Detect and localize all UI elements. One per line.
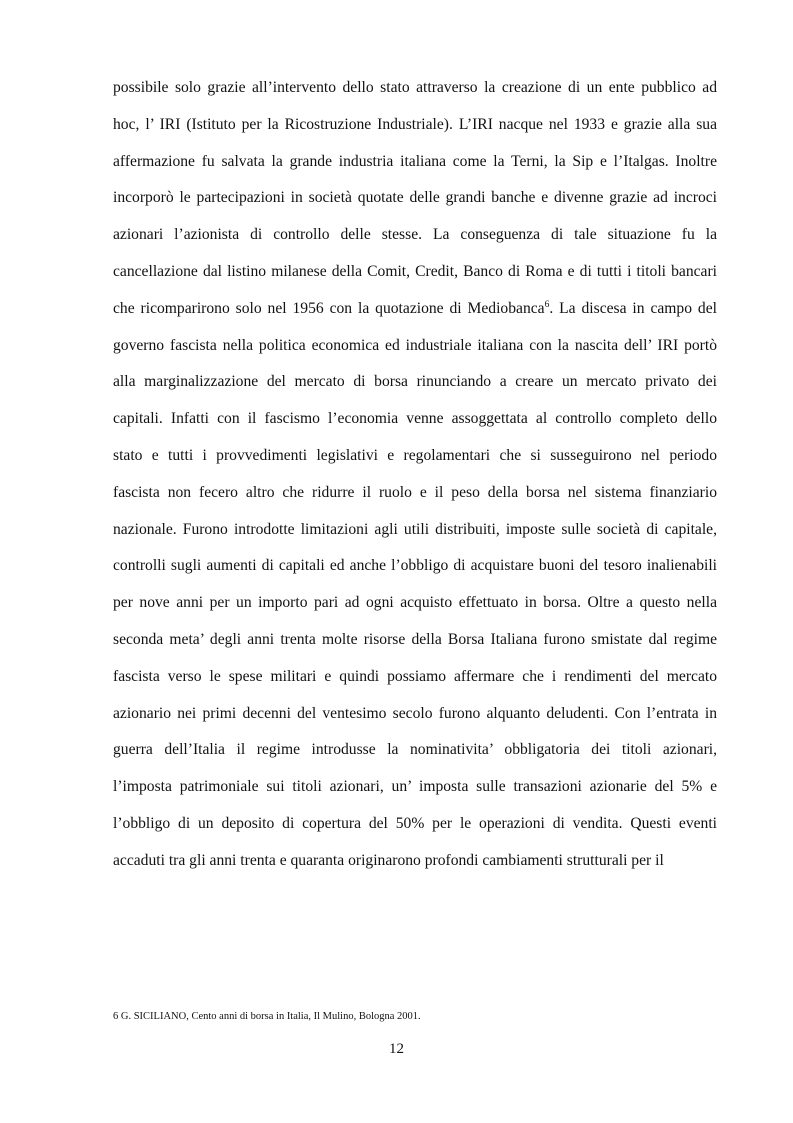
body-paragraph bbox=[113, 70, 717, 880]
text-segment: che ricomparirono solo nel 1956 con la quotazione di Mediobanca bbox=[113, 299, 545, 317]
text-line: azionari l’azionista di controllo delle stesse. La conseguenza di tale situazione fu la bbox=[113, 226, 717, 244]
page-number: 12 bbox=[389, 1041, 404, 1057]
text-line: capitali. Infatti con il fascismo l’economia venne assoggettata al controllo completo dello bbox=[113, 410, 717, 428]
text-line: cancellazione dal listino milanese della Comit, Credit, Banco di Roma e di tutti i titoli bancari bbox=[113, 262, 717, 280]
text-line: seconda meta’ degli anni trenta molte risorse della Borsa Italiana furono smistate dal regime bbox=[113, 630, 717, 648]
text-line: stato e tutti i provvedimenti legislativi e regolamentari che si susseguirono nel periodo bbox=[113, 446, 717, 464]
text-line: l’obbligo di un deposito di copertura del 50% per le operazioni di vendita. Questi eventi bbox=[113, 814, 717, 832]
text-line: guerra dell’Italia il regime introdusse la nominativita’ obbligatoria dei titoli azionari, bbox=[113, 741, 717, 759]
text-line: per nove anni per un importo pari ad ogni acquisto effettuato in borsa. Oltre a questo nella bbox=[113, 594, 717, 612]
text-line-last: accaduti tra gli anni trenta e quaranta originarono profondi cambiamenti strutturali per il bbox=[113, 851, 664, 869]
text-line: incorporò le partecipazioni in società quotate delle grandi banche e divenne grazie ad incroci bbox=[113, 189, 717, 207]
text-line: possibile solo grazie all’intervento dello stato attraverso la creazione di un ente pubblico ad bbox=[113, 79, 717, 96]
footnote: 6 G. SICILIANO, Cento anni di borsa in Italia, Il Mulino, Bologna 2001. bbox=[113, 1011, 421, 1022]
text-line: controlli sugli aumenti di capitali ed anche l’obbligo di acquistare buoni del tesoro inalienabili bbox=[113, 557, 717, 575]
text-line: affermazione fu salvata la grande industria italiana come la Terni, la Sip e l’Italgas. Inoltre bbox=[113, 152, 717, 170]
text-segment: . La discesa in campo del bbox=[549, 299, 717, 317]
text-line-with-footnote-ref bbox=[113, 291, 717, 328]
text-line: hoc, l’ IRI (Istituto per la Ricostruzione Industriale). L’IRI nacque nel 1933 e grazie alla sua bbox=[113, 115, 717, 133]
text-line: nazionale. Furono introdotte limitazioni agli utili distribuiti, imposte sulle società di capitale, bbox=[113, 520, 717, 538]
text-line: azionario nei primi decenni del ventesimo secolo furono alquanto deludenti. Con l’entrata in bbox=[113, 704, 717, 722]
text-line: governo fascista nella politica economica ed industriale italiana con la nascita dell’ IRI portò bbox=[113, 336, 717, 354]
text-line: fascista verso le spese militari e quindi possiamo affermare che i rendimenti del mercato bbox=[113, 667, 717, 685]
text-line: fascista non fecero altro che ridurre il ruolo e il peso della borsa nel sistema finanziario bbox=[113, 483, 717, 501]
text-line: l’imposta patrimoniale sui titoli azionari, un’ imposta sulle transazioni azionarie del 5% e bbox=[113, 778, 717, 796]
footnote-reference: 6 bbox=[544, 299, 550, 310]
text-line: alla marginalizzazione del mercato di borsa rinunciando a creare un mercato privato dei bbox=[113, 373, 717, 391]
